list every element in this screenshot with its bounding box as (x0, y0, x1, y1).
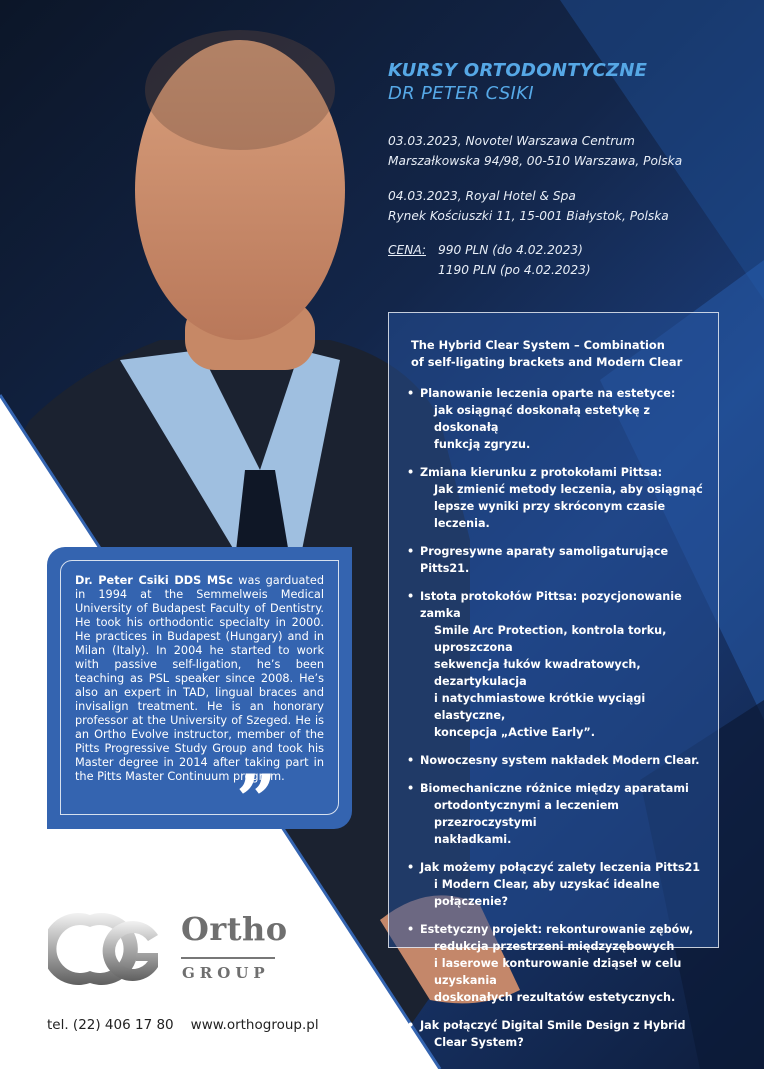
bio-box (47, 547, 352, 829)
bullet-icon: • (407, 923, 415, 936)
program-title-line: of self-ligating brackets and Modern Clear (411, 355, 683, 369)
price-label: CENA: (388, 243, 426, 257)
bullet-icon: • (407, 590, 415, 603)
bio-name: Dr. Peter Csiki DDS MSc (75, 574, 233, 587)
program-item-line: jak osiągnąć doskonałą estetykę z doskonałą (434, 404, 651, 434)
bullet-icon: • (407, 1019, 415, 1032)
logo-divider (181, 957, 275, 959)
program-item (405, 921, 710, 1006)
program-item-line: i laserowe konturowanie dziąseł w celu uzyskania (434, 957, 682, 987)
program-item-line: redukcja przestrzeni międzyzębowych (434, 940, 675, 953)
bullet-icon: • (407, 387, 415, 400)
program-item-line: Smile Arc Protection, kontrola torku, uproszczona (434, 624, 667, 654)
bullet-icon: • (407, 861, 415, 874)
program-title (411, 337, 682, 371)
contact-footer (47, 1017, 319, 1033)
program-item (405, 780, 710, 848)
program-item (405, 385, 710, 453)
program-item (405, 543, 710, 577)
program-item-line: Planowanie leczenia oparte na estetyce: (420, 387, 676, 400)
person-hair (145, 30, 335, 150)
program-item-line: Jak połączyć Digital Smile Design z Hybrid (420, 1019, 686, 1032)
program-box (388, 312, 719, 1049)
orthogroup-logo-icon (48, 905, 172, 991)
bio-text: was garduated in 1994 at the Semmelweis Medical University of Budapest Faculty of Dentistry. He took his orthodontic specialty in 2000. He practices in Budapest (Hungary) and in Milan (Italy). In 2004 he started to work with passive self-ligation, he’s been teaching as PSL speaker since 2008. He’s also an expert in TAD, lingual braces and invisalign treatment. He is an honorary professor at the University of Szeged. He is an Ortho Evolve instructor, member of the Pitts Progressive Study Group and took his Master degree in 2014 after taking part in the Pitts Master Continuum program. (75, 574, 324, 783)
event-date-venue: 03.03.2023, Novotel Warszawa Centrum (388, 134, 635, 148)
logo-brand-text: Ortho (181, 910, 288, 948)
program-item-line: lepsze wyniki przy skróconym czasie leczenia. (434, 500, 666, 530)
program-item-line: nakładkami. (434, 833, 512, 846)
logo-group-text: GROUP (182, 964, 270, 982)
bullet-icon: • (407, 466, 415, 479)
event-bialystok (388, 186, 669, 226)
event-warsaw (388, 131, 682, 171)
event-address: Marszałkowska 94/98, 00-510 Warszawa, Polska (388, 154, 683, 168)
program-item-line: doskonałych rezultatów estetycznych. (434, 991, 676, 1004)
course-header (388, 60, 647, 104)
course-title: KURSY ORTODONTYCZNE (388, 60, 648, 81)
program-title-line: The Hybrid Clear System – Combination (411, 338, 665, 352)
bullet-icon: • (407, 754, 415, 767)
program-item-line: Istota protokołów Pittsa: pozycjonowanie zamka (420, 590, 682, 620)
program-item (405, 464, 710, 532)
event-date-venue: 04.03.2023, Royal Hotel & Spa (388, 189, 576, 203)
program-item (405, 1017, 710, 1051)
event-address: Rynek Kościuszki 11, 15-001 Białystok, Polska (388, 209, 669, 223)
website-link[interactable]: www.orthogroup.pl (190, 1017, 319, 1033)
program-item-line: Jak możemy połączyć zalety leczenia Pitts21 (420, 861, 701, 874)
program-list (405, 385, 710, 1062)
program-item-line: Jak zmienić metody leczenia, aby osiągnąć (434, 483, 703, 496)
phone-number: tel. (22) 406 17 80 (47, 1017, 174, 1033)
program-item-line: Nowoczesny system nakładek Modern Clear. (420, 754, 700, 767)
program-item-line: koncepcja „Active Early”. (434, 726, 595, 739)
speaker-name: DR PETER CSIKI (388, 83, 534, 104)
program-item-line: sekwencja łuków kwadratowych, dezartykulacja (434, 658, 641, 688)
quote-mark-icon: ” (236, 759, 277, 842)
program-item-line: ortodontycznymi a leczeniem przezroczystymi (434, 799, 619, 829)
program-item (405, 588, 710, 741)
program-item-line: Clear System? (434, 1036, 524, 1049)
bullet-icon: • (407, 545, 415, 558)
program-item-line: Biomechaniczne różnice między aparatami (420, 782, 689, 795)
bio-inner (60, 560, 339, 815)
program-item-line: i natychmiastowe krótkie wyciągi elastyczne, (434, 692, 646, 722)
program-item-line: Estetyczny projekt: rekonturowanie zębów, (420, 923, 694, 936)
program-item (405, 752, 710, 769)
price-early: 990 PLN (do 4.02.2023) (438, 243, 583, 257)
program-item-line: Zmiana kierunku z protokołami Pittsa: (420, 466, 663, 479)
bullet-icon: • (407, 782, 415, 795)
price-info (388, 240, 591, 280)
program-item-line: Progresywne aparaty samoligaturujące Pitts21. (420, 545, 669, 575)
program-item (405, 859, 710, 910)
program-item-line: i Modern Clear, aby uzyskać idealne połączenie? (434, 878, 660, 908)
program-item-line: funkcją zgryzu. (434, 438, 531, 451)
price-late: 1190 PLN (po 4.02.2023) (438, 263, 591, 277)
